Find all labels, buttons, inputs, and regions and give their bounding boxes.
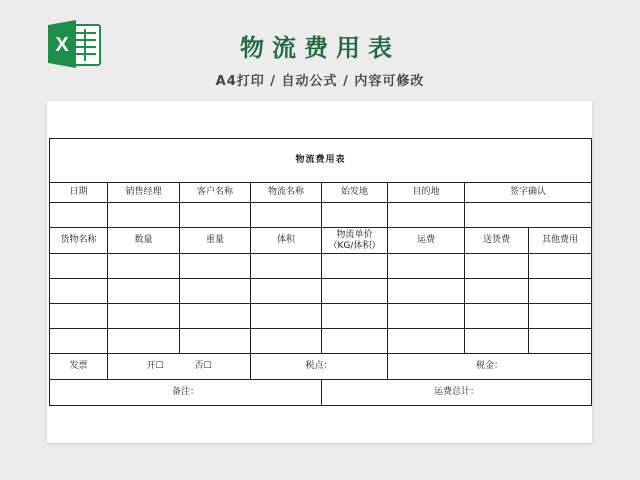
col-sales-manager: 销售经理: [108, 183, 180, 203]
col-destination: 目的地: [388, 183, 465, 203]
cell-destination[interactable]: [388, 203, 465, 228]
col-origin: 始发地: [322, 183, 388, 203]
col-other-fees: 其他费用: [529, 228, 592, 254]
table-cell[interactable]: [180, 304, 251, 329]
col-weight: 重量: [180, 228, 251, 254]
table-cell[interactable]: [388, 329, 465, 354]
freight-total-label[interactable]: 运费总计：: [322, 380, 592, 406]
table-cell[interactable]: [50, 329, 108, 354]
table-cell[interactable]: [322, 304, 388, 329]
table-cell[interactable]: [465, 304, 529, 329]
tax-amount-label[interactable]: 税金：: [388, 354, 592, 380]
table-cell[interactable]: [251, 279, 322, 304]
cell-customer-name[interactable]: [180, 203, 251, 228]
table-cell[interactable]: [251, 254, 322, 279]
table-cell[interactable]: [108, 329, 180, 354]
excel-logo-letter: X: [55, 34, 69, 56]
tax-point-label[interactable]: 税点：: [251, 354, 388, 380]
form-title: 物流费用表: [50, 139, 592, 183]
table-cell[interactable]: [388, 254, 465, 279]
spreadsheet-page: [47, 101, 592, 443]
cell-logistics-name[interactable]: [251, 203, 322, 228]
table-cell[interactable]: [251, 329, 322, 354]
table-row: [50, 279, 592, 304]
cell-signature[interactable]: [465, 203, 592, 228]
invoice-options: [108, 354, 251, 380]
col-freight: 运费: [388, 228, 465, 254]
table-cell[interactable]: [388, 304, 465, 329]
table-cell[interactable]: [108, 279, 180, 304]
table-cell[interactable]: [322, 329, 388, 354]
table-cell[interactable]: [322, 279, 388, 304]
col-goods-name: 货物名称: [50, 228, 108, 254]
invoice-no-checkbox[interactable]: 否☐: [194, 361, 212, 371]
table-cell[interactable]: [529, 329, 592, 354]
table-cell[interactable]: [180, 329, 251, 354]
table-cell[interactable]: [180, 254, 251, 279]
col-unit-price-unit: （KG/体积）: [328, 240, 381, 251]
table-cell[interactable]: [465, 279, 529, 304]
table-row: [50, 329, 592, 354]
remarks-label[interactable]: 备注：: [50, 380, 322, 406]
col-customer-name: 客户名称: [180, 183, 251, 203]
table-cell[interactable]: [108, 254, 180, 279]
invoice-label: 发票: [50, 354, 108, 380]
table-cell[interactable]: [529, 254, 592, 279]
col-unit-price: [322, 228, 388, 254]
table-cell[interactable]: [388, 279, 465, 304]
invoice-open-checkbox[interactable]: 开☐: [146, 361, 164, 371]
cell-origin[interactable]: [322, 203, 388, 228]
table-row: [50, 304, 592, 329]
table-row: [50, 203, 592, 228]
table-cell[interactable]: [251, 304, 322, 329]
col-logistics-name: 物流名称: [251, 183, 322, 203]
table-cell[interactable]: [465, 254, 529, 279]
table-cell[interactable]: [50, 279, 108, 304]
table-row: [50, 254, 592, 279]
logistics-fee-table: [49, 138, 592, 406]
table-cell[interactable]: [108, 304, 180, 329]
cell-sales-manager[interactable]: [108, 203, 180, 228]
table-cell[interactable]: [465, 329, 529, 354]
table-cell[interactable]: [50, 304, 108, 329]
col-volume: 体积: [251, 228, 322, 254]
col-signature: 签字确认: [465, 183, 592, 203]
col-quantity: 数量: [108, 228, 180, 254]
col-date: 日期: [50, 183, 108, 203]
table-cell[interactable]: [180, 279, 251, 304]
table-cell[interactable]: [322, 254, 388, 279]
page-subtitle: A4打印 / 自动公式 / 内容可修改: [215, 74, 425, 89]
table-cell[interactable]: [529, 279, 592, 304]
cell-date[interactable]: [50, 203, 108, 228]
page-title: 物流费用表: [240, 34, 400, 62]
col-unit-price-label: 物流单价: [336, 229, 373, 240]
table-cell[interactable]: [50, 254, 108, 279]
col-delivery-fee: 送货费: [465, 228, 529, 254]
table-cell[interactable]: [529, 304, 592, 329]
